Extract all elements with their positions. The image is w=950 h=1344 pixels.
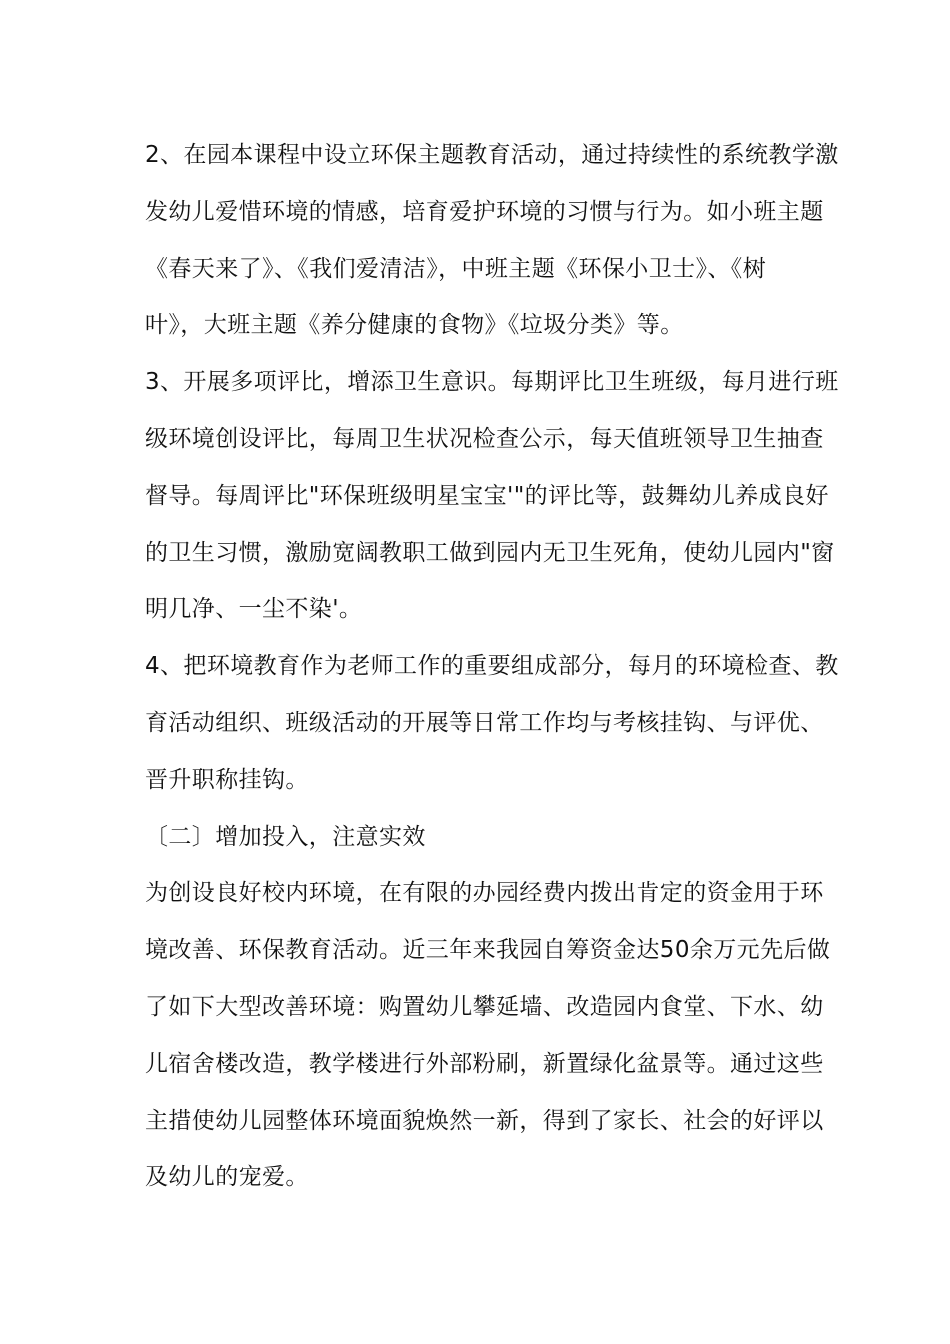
- text-line: 3、开展多项评比，增添卫生意识。每期评比卫生班级，每月进行班: [145, 369, 839, 395]
- section-heading: 〔二〕增加投入，注意实效: [145, 824, 426, 850]
- text-line: 级环境创设评比，每周卫生状况检查公示，每天值班领导卫生抽查: [145, 426, 824, 452]
- text-line: 育活动组织、班级活动的开展等日常工作均与考核挂钩、与评优、: [145, 710, 824, 736]
- text-line: 叶》，大班主题《养分健康的食物》《垃圾分类》等。: [145, 312, 684, 338]
- text-line: 《春天来了》、《我们爱清洁》，中班主题《环保小卫士》、《树: [145, 256, 767, 282]
- text-line: 的卫生习惯，激励宽阔教职工做到园内无卫生死角，使幼儿园内"窗: [145, 540, 835, 566]
- text-line: 境改善、环保教育活动。近三年来我园自筹资金达50余万元先后做: [145, 937, 831, 963]
- text-line: 晋升职称挂钩。: [145, 767, 309, 793]
- text-line: 明几净、一尘不染'。: [145, 596, 363, 622]
- text-line: 及幼儿的宠爱。: [145, 1164, 309, 1190]
- text-line: 发幼儿爱惜环境的情感，培育爱护环境的习惯与行为。如小班主题: [145, 199, 824, 225]
- text-line: 2、在园本课程中设立环保主题教育活动，通过持续性的系统教学激: [145, 142, 839, 168]
- text-line: 主措使幼儿园整体环境面貌焕然一新，得到了家长、社会的好评以: [145, 1108, 824, 1134]
- text-line: 儿宿舍楼改造，教学楼进行外部粉刷，新置绿化盆景等。通过这些: [145, 1051, 824, 1077]
- text-line: 了如下大型改善环境：购置幼儿攀延墙、改造园内食堂、下水、幼: [145, 994, 824, 1020]
- text-line: 4、把环境教育作为老师工作的重要组成部分，每月的环境检查、教: [145, 653, 839, 679]
- text-line: 督导。每周评比"环保班级明星宝宝'"的评比等，鼓舞幼儿养成良好: [145, 483, 829, 509]
- text-line: 为创设良好校内环境，在有限的办园经费内拨出肯定的资金用于环: [145, 880, 824, 906]
